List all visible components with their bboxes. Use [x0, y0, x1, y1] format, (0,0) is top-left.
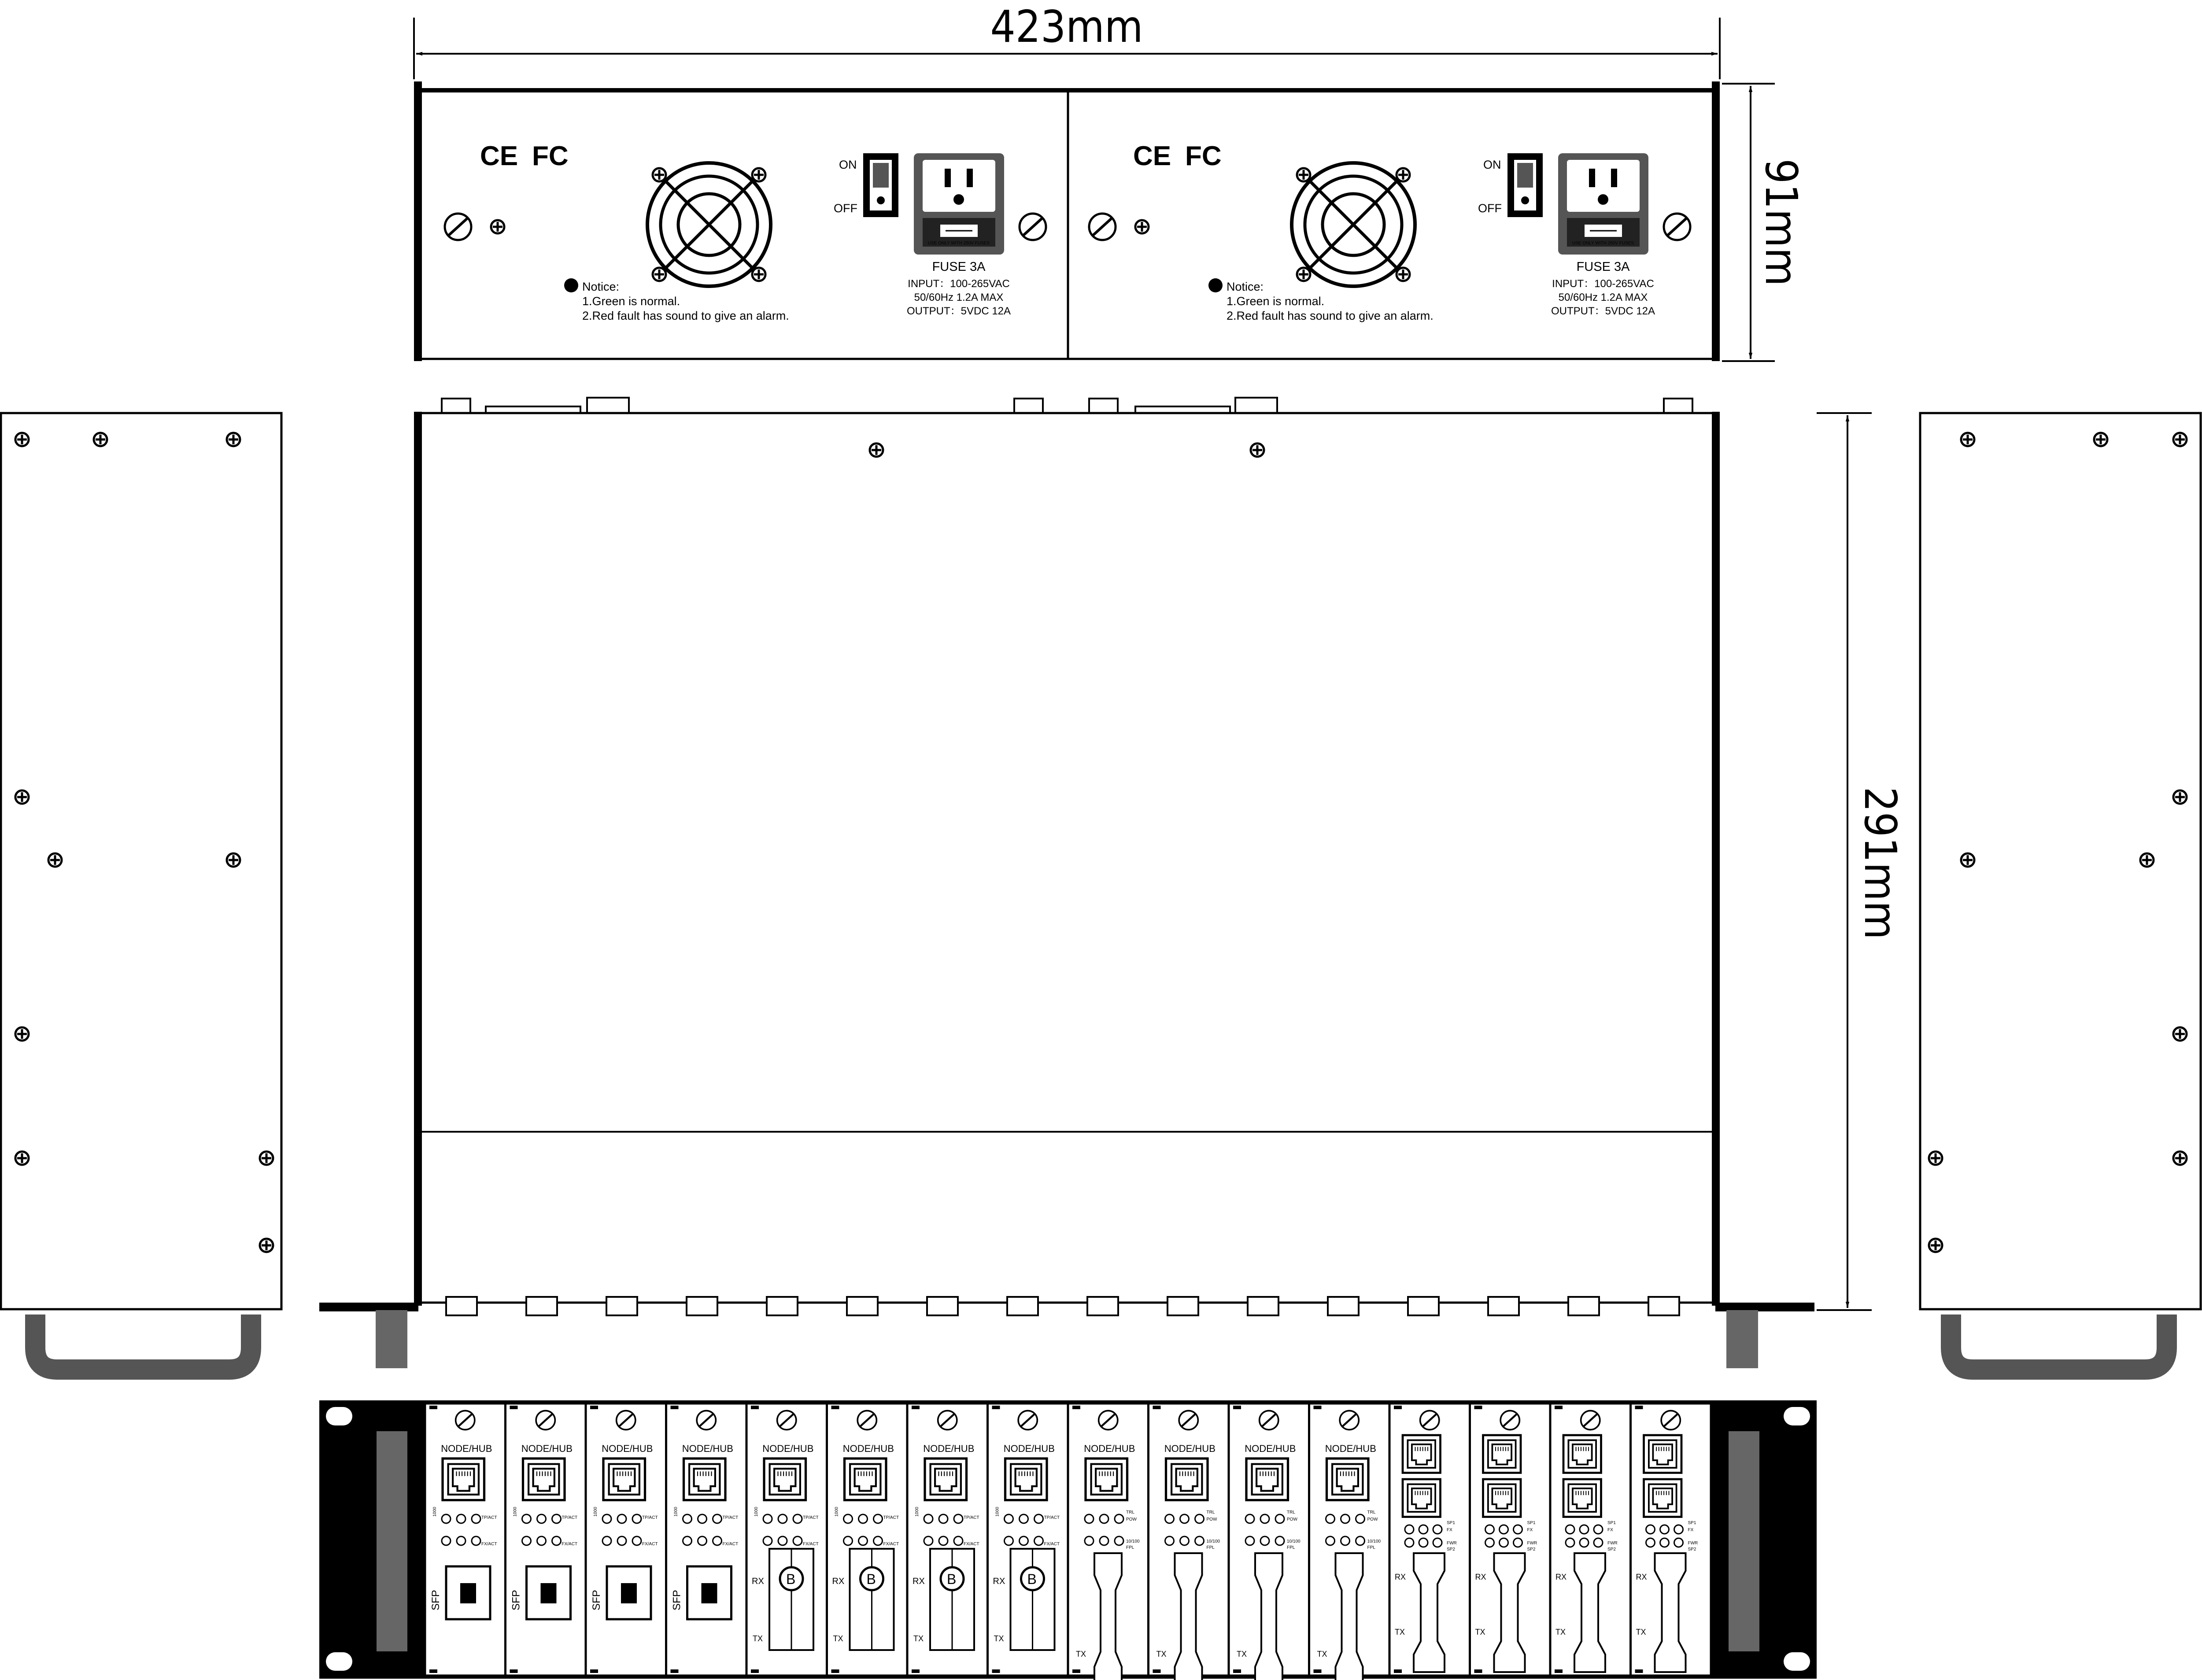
card-title: NODE/HUB [1003, 1443, 1055, 1454]
rj45-port-icon[interactable] [1246, 1458, 1288, 1500]
ac-power-socket[interactable] [914, 153, 1004, 255]
status-led-icon [1594, 1538, 1603, 1547]
status-led-icon [472, 1536, 480, 1545]
tx-label: TX [1076, 1650, 1086, 1658]
rx-label: RX [913, 1577, 925, 1586]
status-led-icon [1180, 1536, 1189, 1545]
status-led-icon [552, 1536, 561, 1545]
led-label: POW [1206, 1517, 1217, 1522]
bidi-badge: B [947, 1571, 957, 1587]
led-label: TP/ACT [883, 1515, 899, 1520]
led-label: FX/ACT [883, 1542, 899, 1547]
depth-dimension [1817, 413, 1906, 1310]
bidi-badge: B [786, 1571, 796, 1587]
card-title: NODE/HUB [602, 1443, 653, 1454]
tx-label: TX [833, 1634, 843, 1643]
status-led-icon [1165, 1536, 1174, 1545]
status-led-icon [564, 278, 578, 292]
led-label: POW [1126, 1517, 1137, 1522]
status-led-icon [1245, 1514, 1254, 1523]
card-title: NODE/HUB [682, 1443, 733, 1454]
led-label: SP2 [1607, 1547, 1616, 1552]
status-led-icon [713, 1536, 722, 1545]
status-led-icon [1433, 1538, 1442, 1547]
thumb-screw-icon[interactable] [536, 1410, 555, 1429]
status-led-icon [1341, 1536, 1350, 1545]
socket-label: USE ONLY WITH 250V FUSES [1572, 241, 1634, 246]
status-led-icon [874, 1514, 883, 1523]
thumb-screw-icon[interactable] [456, 1410, 475, 1429]
converter-card-fiber[interactable] [1229, 1403, 1309, 1680]
converter-card-bidi[interactable] [907, 1403, 988, 1676]
status-led-icon [844, 1536, 853, 1545]
converter-card-fiber[interactable] [1068, 1403, 1149, 1680]
led-label: FX/ACT [803, 1542, 819, 1547]
tx-label: TX [913, 1634, 924, 1643]
top-view [319, 398, 1814, 1368]
notice-line-2: 2.Red fault has sound to give an alarm. [582, 309, 789, 322]
led-label: TP/ACT [964, 1515, 979, 1520]
converter-card-fiber[interactable] [1309, 1403, 1390, 1680]
rx-label: RX [993, 1577, 1005, 1586]
status-led-icon [1020, 1514, 1028, 1523]
led-label: FPL [1287, 1545, 1295, 1550]
tx-label: TX [1395, 1628, 1405, 1636]
thumb-screw-icon[interactable] [697, 1410, 716, 1429]
status-led-icon [1100, 1536, 1108, 1545]
card-title: NODE/HUB [923, 1443, 975, 1454]
tx-label: TX [1317, 1650, 1327, 1658]
rj45-port-icon[interactable] [1644, 1435, 1682, 1473]
converter-card-sfp[interactable] [425, 1403, 506, 1676]
status-led-icon [522, 1536, 531, 1545]
sfp-label: SFP [430, 1590, 442, 1610]
status-led-icon [1195, 1536, 1204, 1545]
thumb-screw-icon[interactable] [777, 1410, 796, 1429]
status-led-icon [1115, 1536, 1123, 1545]
status-led-icon [442, 1536, 451, 1545]
status-led-icon [1674, 1525, 1683, 1534]
output-rating: OUTPUT：5VDC 12A [906, 305, 1011, 317]
status-led-icon [1275, 1536, 1284, 1545]
led-label: TRL [1206, 1510, 1215, 1515]
status-led-icon [1326, 1536, 1335, 1545]
led-label: TP/ACT [1044, 1515, 1060, 1520]
status-led-icon [537, 1514, 546, 1523]
led-label: SP1 [1447, 1521, 1455, 1525]
card-slots [425, 1403, 1711, 1680]
thumb-screw-icon[interactable] [857, 1410, 876, 1429]
status-led-icon [939, 1536, 948, 1545]
led-label: TRL [1287, 1510, 1295, 1515]
status-led-icon [602, 1536, 611, 1545]
status-led-icon [1005, 1514, 1013, 1523]
status-led-icon [1180, 1514, 1189, 1523]
status-led-icon [1356, 1514, 1365, 1523]
depth-label: 291mm [1855, 786, 1906, 940]
status-led-icon [632, 1514, 641, 1523]
switch-off-label: OFF [834, 202, 857, 215]
bidi-badge: B [1027, 1571, 1037, 1587]
card-title: NODE/HUB [521, 1443, 573, 1454]
card-title: NODE/HUB [1245, 1443, 1296, 1454]
frequency-rating: 50/60Hz 1.2A MAX [1558, 292, 1648, 303]
led-label: FX/ACT [722, 1542, 739, 1547]
card-title: NODE/HUB [842, 1443, 894, 1454]
led-label: FX [1447, 1528, 1452, 1532]
status-led-icon [1500, 1538, 1508, 1547]
carry-handle-icon [35, 1314, 251, 1370]
tx-label: TX [1636, 1628, 1646, 1636]
led-label: FX/ACT [1044, 1542, 1060, 1547]
tx-label: TX [1237, 1650, 1247, 1658]
rj45-port-icon[interactable] [845, 1458, 887, 1500]
led-label: 1000 [593, 1506, 598, 1517]
led-label: TP/ACT [481, 1515, 497, 1520]
status-led-icon [457, 1514, 466, 1523]
status-led-icon [1485, 1525, 1494, 1534]
status-led-icon [1005, 1536, 1013, 1545]
width-label: 423mm [990, 1, 1143, 52]
converter-card-dual[interactable] [1470, 1403, 1551, 1676]
status-led-icon [1485, 1538, 1494, 1547]
carry-handle-icon [1951, 1314, 2167, 1370]
rj45-port-icon[interactable] [1403, 1479, 1441, 1517]
status-led-icon [713, 1514, 722, 1523]
status-led-icon [1034, 1514, 1043, 1523]
thumb-screw-icon[interactable] [1179, 1410, 1198, 1429]
status-led-icon [954, 1536, 963, 1545]
frequency-rating: 50/60Hz 1.2A MAX [914, 292, 1004, 303]
status-led-icon [1208, 278, 1223, 292]
converter-card-dual[interactable] [1631, 1403, 1711, 1676]
status-led-icon [778, 1514, 787, 1523]
tx-label: TX [1555, 1628, 1566, 1636]
status-led-icon [1326, 1514, 1335, 1523]
width-dimension [414, 1, 1720, 79]
notice-title: Notice: [582, 280, 620, 293]
led-label: FX/ACT [964, 1542, 979, 1547]
status-led-icon [844, 1514, 853, 1523]
led-label: FPL [1126, 1545, 1134, 1550]
converter-card-dual[interactable] [1389, 1403, 1470, 1676]
fc-mark: FC [1185, 141, 1222, 171]
height-dimension [1722, 84, 1807, 361]
status-led-icon [698, 1536, 707, 1545]
status-led-icon [1085, 1536, 1094, 1545]
led-label: TP/ACT [722, 1515, 739, 1520]
rj45-port-icon[interactable] [1563, 1435, 1601, 1473]
led-label: TRL [1367, 1510, 1376, 1515]
status-led-icon [617, 1536, 626, 1545]
status-led-icon [763, 1514, 772, 1523]
status-led-icon [1433, 1525, 1442, 1534]
status-led-icon [793, 1536, 802, 1545]
rj45-port-icon[interactable] [1563, 1479, 1601, 1517]
switch-on-label: ON [1483, 158, 1501, 171]
status-led-icon [1419, 1538, 1428, 1547]
led-label: 10/100 [1206, 1539, 1220, 1544]
card-title: NODE/HUB [762, 1443, 814, 1454]
rj45-port-icon[interactable] [1327, 1458, 1369, 1500]
rj45-port-icon[interactable] [1483, 1435, 1521, 1473]
led-label: POW [1287, 1517, 1297, 1522]
led-label: 1000 [432, 1506, 437, 1517]
status-led-icon [1085, 1514, 1094, 1523]
input-rating: INPUT：100-265VAC [908, 278, 1010, 290]
status-led-icon [924, 1514, 933, 1523]
bidi-badge: B [866, 1571, 876, 1587]
status-led-icon [1260, 1536, 1269, 1545]
rj45-port-icon[interactable] [684, 1458, 726, 1500]
sfp-label: SFP [510, 1590, 522, 1610]
status-led-icon [472, 1514, 480, 1523]
led-label: FWR [1447, 1541, 1457, 1546]
height-label: 91mm [1755, 159, 1807, 286]
led-label: FX [1688, 1528, 1694, 1532]
notice-line-1: 1.Green is normal. [1227, 295, 1325, 308]
rx-label: RX [1475, 1573, 1486, 1581]
status-led-icon [1646, 1525, 1655, 1534]
led-label: 1000 [673, 1506, 679, 1517]
fuse-label: FUSE 3A [932, 260, 986, 274]
tx-label: TX [753, 1634, 763, 1643]
thumb-screw-icon[interactable] [1581, 1410, 1600, 1429]
fuse-label: FUSE 3A [1576, 260, 1630, 274]
thumb-screw-icon[interactable] [1500, 1410, 1519, 1429]
rx-label: RX [1555, 1573, 1567, 1581]
led-label: FX [1527, 1528, 1533, 1532]
status-led-icon [1660, 1525, 1669, 1534]
led-label: 1000 [513, 1506, 518, 1517]
power-switch[interactable] [1507, 153, 1543, 217]
status-led-icon [1566, 1538, 1574, 1547]
converter-card-sfp[interactable] [666, 1403, 747, 1676]
rj45-port-icon[interactable] [603, 1458, 645, 1500]
status-led-icon [1341, 1514, 1350, 1523]
status-led-icon [617, 1514, 626, 1523]
status-led-icon [874, 1536, 883, 1545]
led-label: 1000 [915, 1506, 920, 1517]
status-led-icon [457, 1536, 466, 1545]
ce-mark: CE [1133, 141, 1171, 171]
switch-off-label: OFF [1478, 202, 1502, 215]
socket-label: USE ONLY WITH 250V FUSES [927, 241, 990, 246]
status-led-icon [1195, 1514, 1204, 1523]
led-label: 10/100 [1287, 1539, 1301, 1544]
led-label: SP1 [1527, 1521, 1536, 1525]
output-rating: OUTPUT：5VDC 12A [1551, 305, 1655, 317]
led-label: 1000 [834, 1506, 839, 1517]
status-led-icon [602, 1514, 611, 1523]
status-led-icon [924, 1536, 933, 1545]
rj45-port-icon[interactable] [764, 1458, 806, 1500]
status-led-icon [859, 1536, 868, 1545]
status-led-icon [1245, 1536, 1254, 1545]
sfp-label: SFP [671, 1590, 683, 1610]
status-led-icon [522, 1514, 531, 1523]
converter-card-bidi[interactable] [988, 1403, 1068, 1676]
led-label: 10/100 [1367, 1539, 1381, 1544]
status-led-icon [859, 1514, 868, 1523]
status-led-icon [1580, 1538, 1589, 1547]
status-led-icon [1674, 1538, 1683, 1547]
notice-title: Notice: [1227, 280, 1264, 293]
converter-card-bidi[interactable] [746, 1403, 827, 1676]
status-led-icon [1646, 1538, 1655, 1547]
status-led-icon [1660, 1538, 1669, 1547]
led-label: FX/ACT [562, 1542, 578, 1547]
thumb-screw-icon[interactable] [1420, 1410, 1439, 1429]
rx-label: RX [1636, 1573, 1647, 1581]
rx-label: RX [832, 1577, 845, 1586]
fc-mark: FC [532, 141, 569, 171]
thumb-screw-icon[interactable] [1018, 1410, 1037, 1429]
led-label: TP/ACT [803, 1515, 819, 1520]
card-title: NODE/HUB [1164, 1443, 1216, 1454]
thumb-screw-icon[interactable] [617, 1410, 635, 1429]
sfp-label: SFP [591, 1590, 602, 1610]
status-led-icon [1566, 1525, 1574, 1534]
led-label: 1000 [754, 1506, 759, 1517]
status-led-icon [954, 1514, 963, 1523]
status-led-icon [793, 1514, 802, 1523]
status-led-icon [537, 1536, 546, 1545]
led-label: SP1 [1607, 1521, 1616, 1525]
switch-on-label: ON [839, 158, 857, 171]
tx-label: TX [1156, 1650, 1167, 1658]
thumb-screw-icon[interactable] [938, 1410, 957, 1429]
led-label: FX/ACT [481, 1542, 497, 1547]
power-switch[interactable] [863, 153, 898, 217]
card-title: NODE/HUB [1325, 1443, 1376, 1454]
rj45-port-icon[interactable] [1166, 1458, 1208, 1500]
led-label: POW [1367, 1517, 1378, 1522]
led-label: SP1 [1688, 1521, 1696, 1525]
status-led-icon [1500, 1525, 1508, 1534]
status-led-icon [1356, 1536, 1365, 1545]
status-led-icon [683, 1514, 692, 1523]
rj45-port-icon[interactable] [1086, 1458, 1127, 1500]
rj45-port-icon[interactable] [443, 1458, 484, 1500]
led-label: TP/ACT [562, 1515, 578, 1520]
status-led-icon [698, 1514, 707, 1523]
notice-line-2: 2.Red fault has sound to give an alarm. [1227, 309, 1434, 322]
status-led-icon [1275, 1514, 1284, 1523]
led-label: FWR [1527, 1541, 1537, 1546]
rx-label: RX [752, 1577, 764, 1586]
status-led-icon [1580, 1525, 1589, 1534]
led-label: TRL [1126, 1510, 1134, 1515]
ac-power-socket[interactable] [1558, 153, 1648, 255]
status-led-icon [1514, 1538, 1522, 1547]
status-led-icon [1034, 1536, 1043, 1545]
led-label: FX/ACT [642, 1542, 658, 1547]
led-label: TP/ACT [642, 1515, 658, 1520]
thumb-screw-icon[interactable] [1099, 1410, 1118, 1429]
status-led-icon [1514, 1525, 1522, 1534]
status-led-icon [1115, 1514, 1123, 1523]
status-led-icon [683, 1536, 692, 1545]
status-led-icon [1100, 1514, 1108, 1523]
status-led-icon [1419, 1525, 1428, 1534]
status-led-icon [1165, 1514, 1174, 1523]
tx-label: TX [1475, 1628, 1485, 1636]
status-led-icon [1594, 1525, 1603, 1534]
rj45-port-icon[interactable] [523, 1458, 565, 1500]
thumb-screw-icon[interactable] [1260, 1410, 1278, 1429]
tx-label: TX [994, 1634, 1004, 1643]
rx-label: RX [1395, 1573, 1406, 1581]
status-led-icon [778, 1536, 787, 1545]
led-label: 10/100 [1126, 1539, 1140, 1544]
input-rating: INPUT：100-265VAC [1552, 278, 1654, 290]
led-label: SP2 [1447, 1547, 1455, 1552]
converter-card-bidi[interactable] [827, 1403, 908, 1676]
status-led-icon [763, 1536, 772, 1545]
status-led-icon [552, 1514, 561, 1523]
led-label: FWR [1688, 1541, 1698, 1546]
status-led-icon [1260, 1514, 1269, 1523]
rj45-port-icon[interactable] [1403, 1435, 1441, 1473]
status-led-icon [1405, 1538, 1414, 1547]
rj45-port-icon[interactable] [1644, 1479, 1682, 1517]
card-title: NODE/HUB [441, 1443, 492, 1454]
side-view-right [1920, 413, 2201, 1370]
converter-card-sfp[interactable] [506, 1403, 586, 1676]
status-led-icon [1020, 1536, 1028, 1545]
led-label: 1000 [995, 1506, 1000, 1517]
rj45-port-icon[interactable] [1005, 1458, 1047, 1500]
led-label: SP2 [1688, 1547, 1696, 1552]
converter-card-sfp[interactable] [586, 1403, 666, 1676]
status-led-icon [632, 1536, 641, 1545]
card-title: NODE/HUB [1084, 1443, 1135, 1454]
led-label: FX [1607, 1528, 1613, 1532]
thumb-screw-icon[interactable] [1340, 1410, 1359, 1429]
converter-card-dual[interactable] [1550, 1403, 1631, 1676]
front-panel [319, 1400, 1817, 1680]
notice-line-1: 1.Green is normal. [582, 295, 680, 308]
status-led-icon [1405, 1525, 1414, 1534]
led-label: FWR [1607, 1541, 1618, 1546]
side-view-left [1, 413, 281, 1370]
ce-mark: CE [480, 141, 518, 171]
rj45-port-icon[interactable] [1483, 1479, 1521, 1517]
status-led-icon [442, 1514, 451, 1523]
led-label: FPL [1206, 1545, 1215, 1550]
led-label: SP2 [1527, 1547, 1536, 1552]
status-led-icon [939, 1514, 948, 1523]
led-label: FPL [1367, 1545, 1375, 1550]
rj45-port-icon[interactable] [925, 1458, 967, 1500]
thumb-screw-icon[interactable] [1661, 1410, 1680, 1429]
converter-card-fiber[interactable] [1149, 1403, 1229, 1680]
